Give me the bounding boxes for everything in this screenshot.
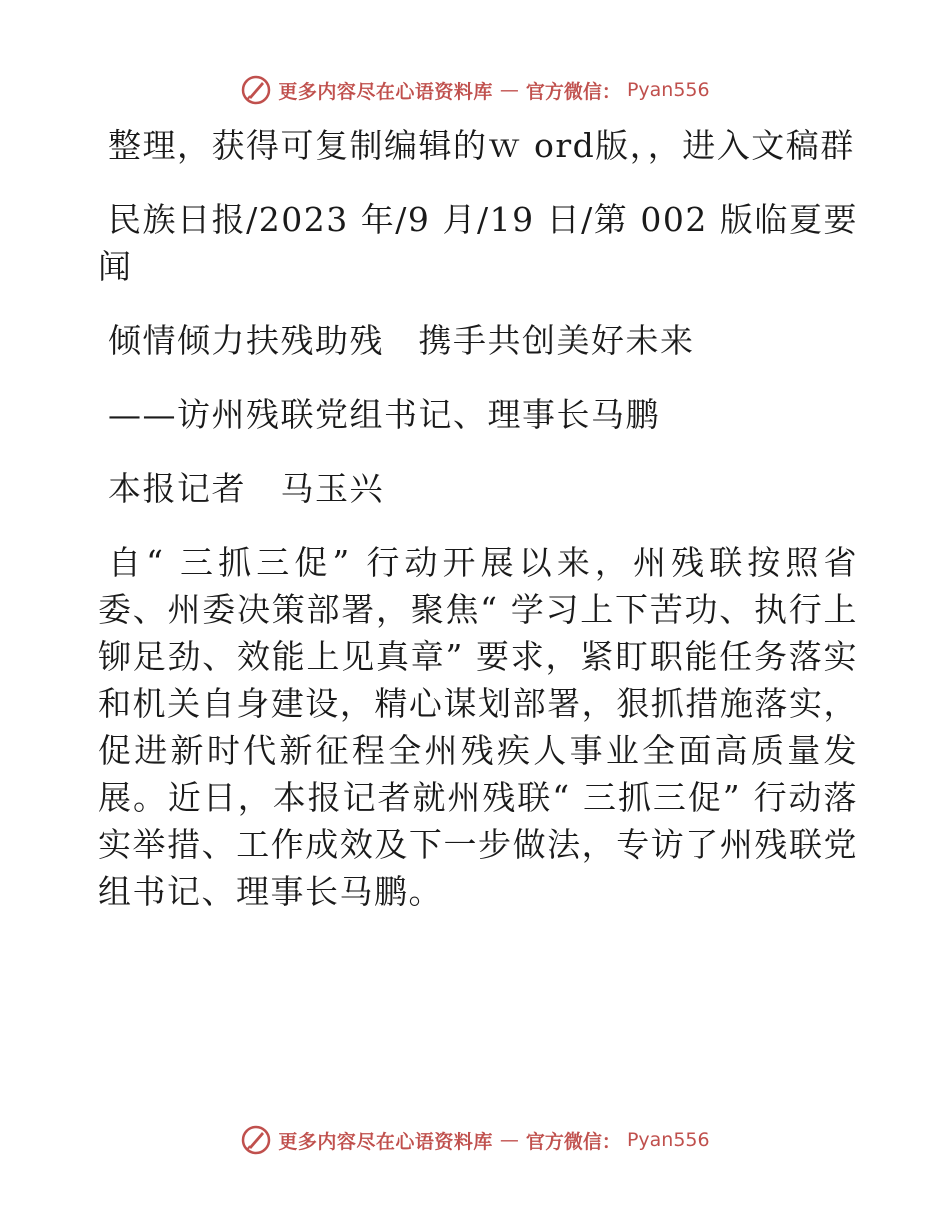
- watermark-wechat-label: 官方微信：: [525, 1130, 621, 1153]
- watermark-wechat-id: Pyan556: [626, 1129, 710, 1151]
- watermark-wechat-label: 官方微信：: [525, 80, 621, 103]
- document-body: [98, 122, 858, 915]
- quill-logo-icon: [240, 1124, 272, 1156]
- doc-article-subtitle: ——访州残联党组书记、理事长马鹏: [108, 395, 660, 434]
- doc-byline: 本报记者 马玉兴: [108, 469, 384, 508]
- doc-line-source: 民族日报/2023 年/9 月/19 日/第 002 版临夏要闻: [98, 200, 858, 286]
- watermark-separator: —: [499, 79, 519, 101]
- doc-article-title: 倾情倾力扶残助残 携手共创美好未来: [108, 321, 695, 360]
- doc-line-intro: 整理，获得可复制编辑的ｗ ord版，，进入文稿群: [108, 126, 855, 165]
- quill-logo-icon: [240, 74, 272, 106]
- watermark-separator: —: [499, 1129, 519, 1151]
- watermark-wechat-id: Pyan556: [626, 79, 710, 101]
- watermark-site-text: 更多内容尽在心语资料库: [278, 1130, 493, 1153]
- watermark-footer: [0, 1120, 950, 1160]
- watermark-header: [0, 70, 950, 110]
- watermark-site-text: 更多内容尽在心语资料库: [278, 80, 493, 103]
- doc-body-paragraph: 自“ 三抓三促” 行动开展以来，州残联按照省委、州委决策部署，聚焦“ 学习上下苦功、执行上铆足劲、效能上见真章” 要求，紧盯职能任务落实和机关自身建设，精心谋划部署，狠抓措施落实，促进新时代新征程全州残疾人事业全面高质量发展。近日，本报记者就州残联“ 三抓三促” 行动落实举措、工作成效及下一步做法，专访了州残联党组书记、理事长马鹏。: [98, 543, 858, 911]
